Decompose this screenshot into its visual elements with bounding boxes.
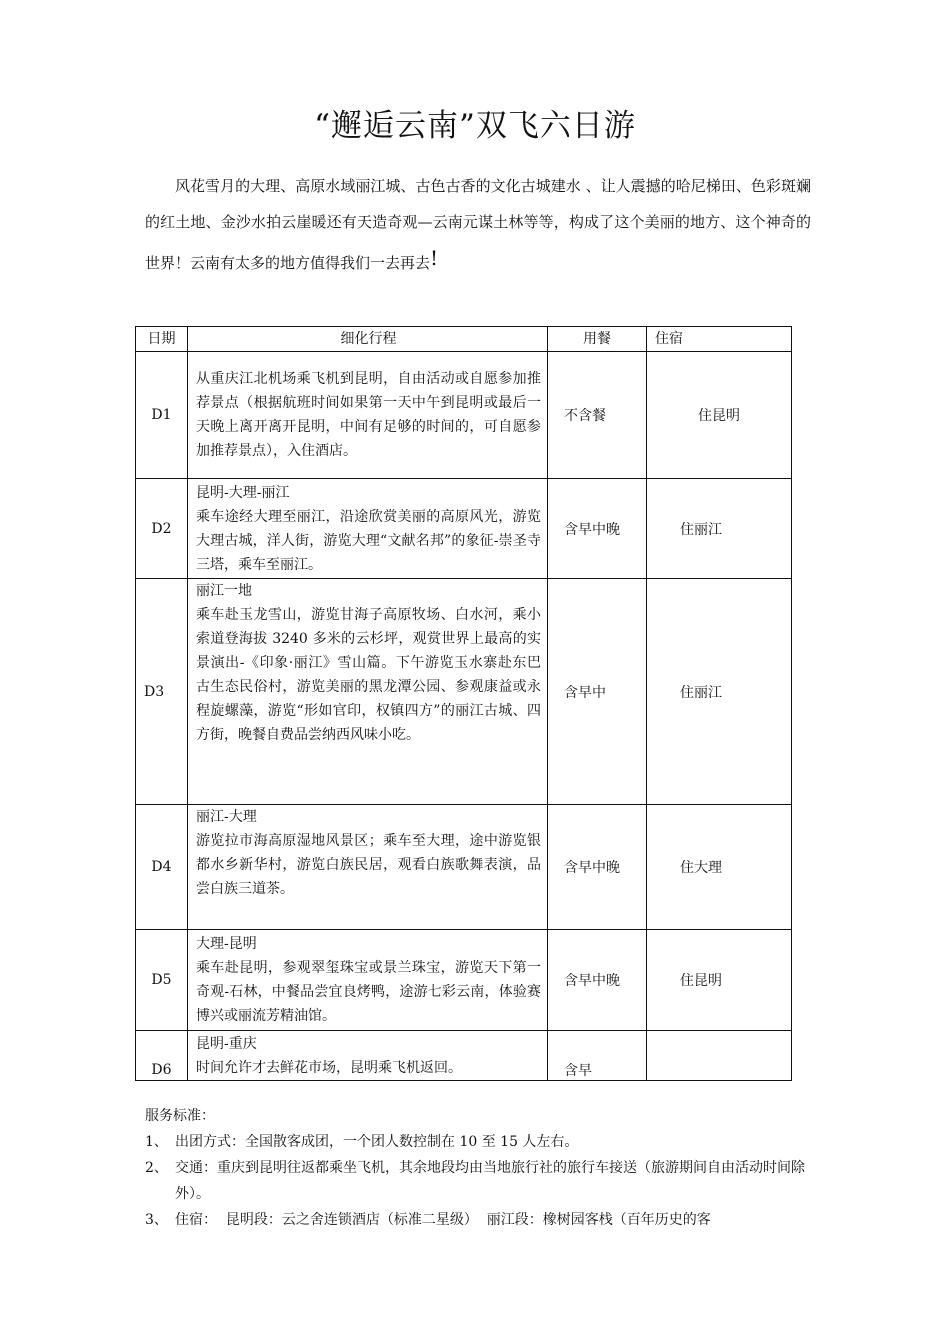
- table-header-row: [136, 327, 792, 352]
- service-text: 住宿： 昆明段：云之舍连锁酒店（标准二星级） 丽江段：橡树园客栈（百年历史的客: [175, 1212, 711, 1228]
- day-cell: D5: [136, 930, 188, 1031]
- day-cell: D3: [136, 579, 188, 805]
- plan-body: 乘车赴昆明，参观翠玺珠宝或景兰珠宝，游览天下第一奇观-石林，中餐品尝宜良烤鸭，途游七彩云南，体验赛博兴或丽流芳精油馆。: [196, 960, 541, 1024]
- meal-cell: 含早中晚: [548, 479, 647, 579]
- header-stay: 住宿: [647, 327, 792, 352]
- day-cell: D6: [136, 1031, 188, 1081]
- service-item: [145, 1129, 811, 1155]
- table-row: [136, 930, 792, 1031]
- plan-title: 大理-昆明: [196, 936, 257, 952]
- plan-cell: [188, 1031, 548, 1081]
- service-number: 1、: [145, 1134, 168, 1150]
- plan-cell: [188, 930, 548, 1031]
- intro-paragraph: [145, 168, 811, 281]
- plan-body: 时间允许才去鲜花市场，昆明乘飞机返回。: [196, 1059, 462, 1076]
- service-standards: [145, 1103, 811, 1233]
- intro-exclamation: !: [430, 246, 439, 270]
- service-text: 出团方式：全国散客成团，一个团人数控制在 10 至 15 人左右。: [175, 1134, 579, 1150]
- stay-cell: [647, 1031, 792, 1081]
- meal-cell: 含早: [548, 1031, 647, 1081]
- stay-cell: 住丽江: [647, 579, 792, 805]
- intro-text: 风花雪月的大理、高原水域丽江城、古色古香的文化古城建水 、让人震撼的哈尼梯田、色彩斑斓的红土地、金沙水拍云崖暖还有天造奇观—云南元谋土林等等，构成了这个美丽的地方、这个神奇的世界！云南有太多的地方值得我们一去再去: [145, 177, 811, 272]
- stay-cell: 住大理: [647, 805, 792, 930]
- header-plan: 细化行程: [188, 327, 548, 352]
- plan-title: 丽江-大理: [196, 809, 257, 825]
- plan-cell: [188, 352, 548, 479]
- plan-body: 乘车途经大理至丽江，沿途欣赏美丽的高原风光，游览大理古城，洋人街，游览大理“文献名邦”的象征-崇圣寺三塔，乘车至丽江。: [196, 508, 541, 573]
- table-row: [136, 1031, 792, 1081]
- day-cell: D4: [136, 805, 188, 930]
- service-item: [145, 1155, 811, 1207]
- page-title: “邂逅云南”双飞六日游: [314, 108, 636, 144]
- service-item: [145, 1207, 811, 1233]
- header-date: 日期: [136, 327, 188, 352]
- meal-cell: 不含餐: [548, 352, 647, 479]
- plan-cell: [188, 579, 548, 805]
- day-cell: D1: [136, 352, 188, 479]
- stay-cell: 住昆明: [647, 930, 792, 1031]
- plan-title: 昆明-重庆: [196, 1035, 257, 1052]
- itinerary-table: [135, 326, 792, 1081]
- plan-title: 昆明-大理-丽江: [196, 484, 290, 501]
- stay-cell: 住昆明: [647, 352, 792, 479]
- plan-title: 丽江一地: [196, 583, 252, 599]
- table-row: [136, 479, 792, 579]
- plan-body: 从重庆江北机场乘飞机到昆明，自由活动或自愿参加推荐景点（根据航班时间如果第一天中午到昆明或最后一天晚上离开离开昆明，中间有足够的时间的，可自愿参加推荐景点），入住酒店。: [196, 371, 541, 459]
- service-text: 交通：重庆到昆明往返都乘坐飞机，其余地段均由当地旅行社的旅行车接送（旅游期间自由活动时间除外）。: [175, 1160, 805, 1202]
- table-row: [136, 579, 792, 805]
- plan-cell: [188, 479, 548, 579]
- service-heading: 服务标准：: [145, 1108, 215, 1124]
- header-meal: 用餐: [548, 327, 647, 352]
- table-row: [136, 352, 792, 479]
- meal-cell: 含早中晚: [548, 930, 647, 1031]
- plan-body: 乘车赴玉龙雪山，游览甘海子高原牧场、白水河，乘小索道登海拔 3240 多米的云杉坪，观赏世界上最高的实景演出-《印象·丽江》雪山篇。下午游览玉水寨赴东巴古生态民俗村，游览美丽的黑龙潭公园、参观康益或永程旋螺藻，游览“形如官印，权镇四方”的丽江古城、四方街，晚餐自费品尝纳西风味小吃。: [196, 607, 541, 743]
- service-number: 2、: [145, 1160, 168, 1176]
- table-row: [136, 805, 792, 930]
- stay-cell: 住丽江: [647, 479, 792, 579]
- plan-body: 游览拉市海高原湿地风景区；乘车至大理，途中游览银都水乡新华村，游览白族民居，观看白族歌舞表演，品尝白族三道茶。: [196, 833, 541, 897]
- plan-cell: [188, 805, 548, 930]
- service-number: 3、: [145, 1212, 168, 1228]
- meal-cell: 含早中: [548, 579, 647, 805]
- day-cell: D2: [136, 479, 188, 579]
- meal-cell: 含早中晚: [548, 805, 647, 930]
